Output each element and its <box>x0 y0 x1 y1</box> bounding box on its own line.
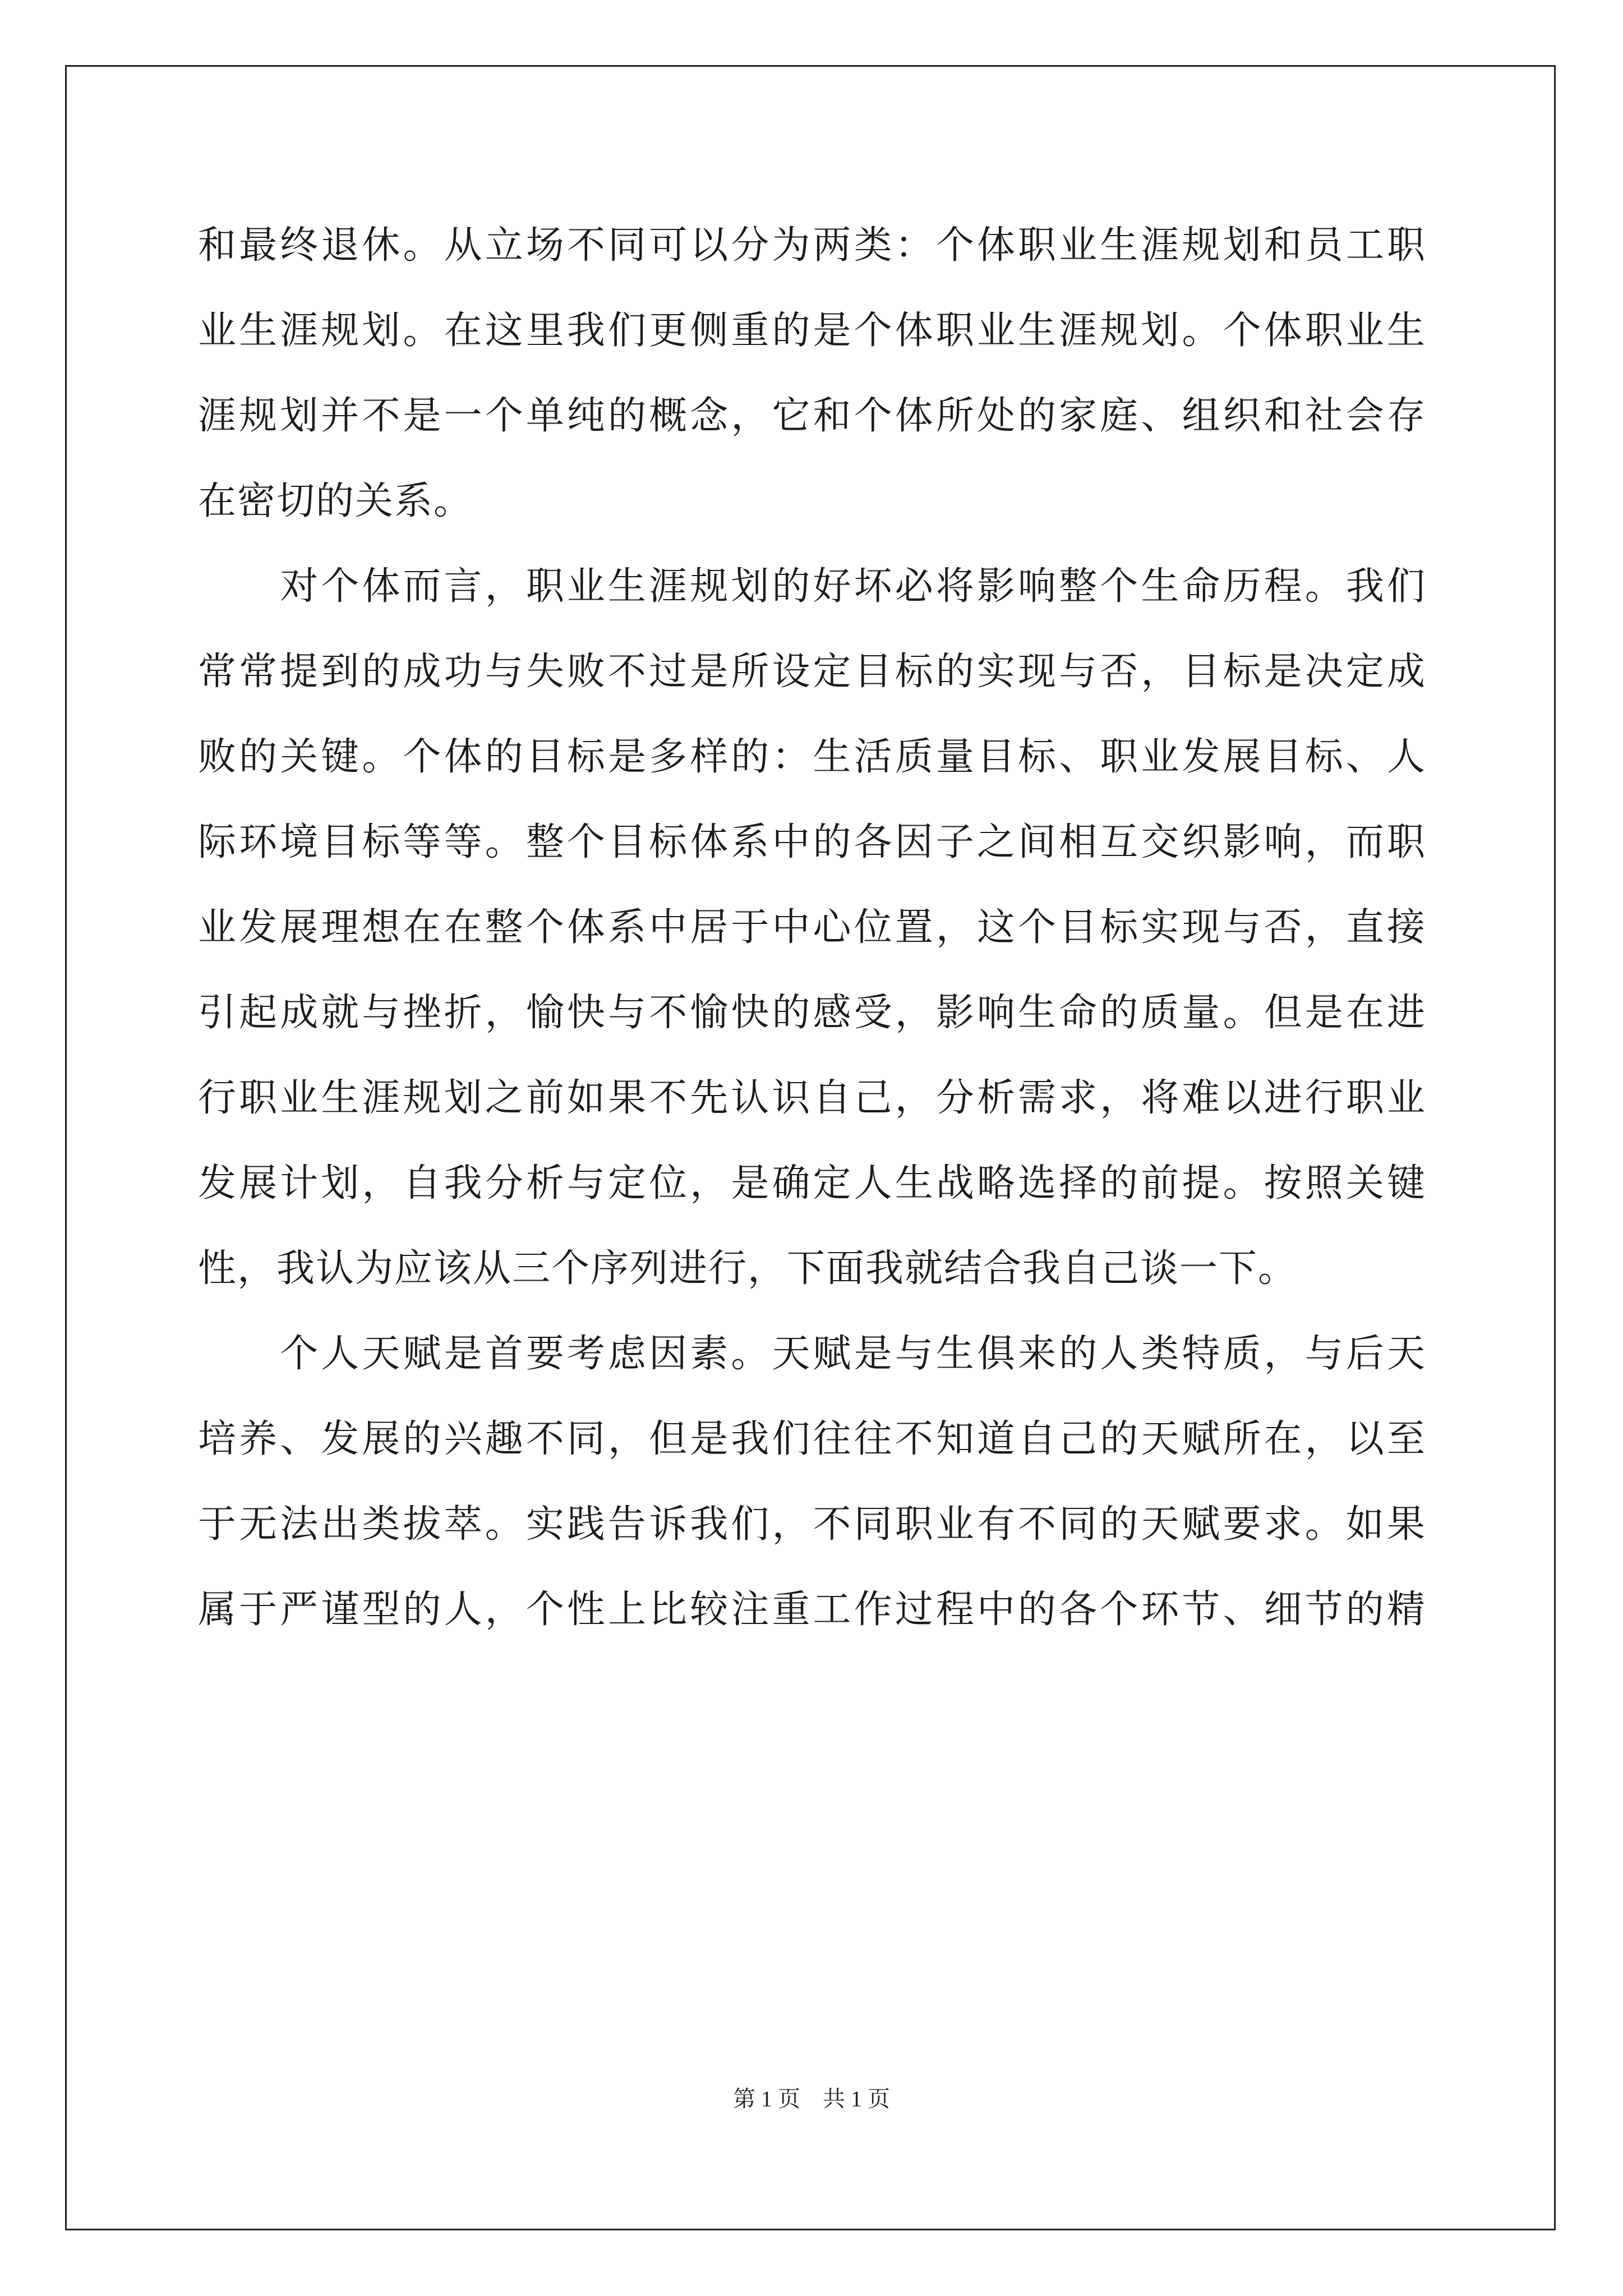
text-line: 个人天赋是首要考虑因素。天赋是与生俱来的人类特质，与后天 <box>198 1332 1426 1376</box>
text-line: 引起成就与挫折，愉快与不愉快的感受，影响生命的质量。但是在进 <box>198 991 1426 1035</box>
text-line: 败的关键。个体的目标是多样的：生活质量目标、职业发展目标、人 <box>198 735 1426 779</box>
page-footer <box>0 2081 1623 2113</box>
text-line: 性，我认为应该从三个序列进行，下面我就结合我自己谈一下。 <box>198 1246 1298 1291</box>
text-line: 发展计划，自我分析与定位，是确定人生战略选择的前提。按照关键 <box>198 1161 1426 1205</box>
text-line: 业生涯规划。在这里我们更侧重的是个体职业生涯规划。个体职业生 <box>198 309 1426 353</box>
text-line: 属于严谨型的人，个性上比较注重工作过程中的各个环节、细节的精 <box>198 1588 1426 1632</box>
text-line: 对个体而言，职业生涯规划的好坏必将影响整个生命历程。我们 <box>198 564 1426 609</box>
page-total: 共 1 页 <box>823 2086 890 2111</box>
document-body <box>198 203 1426 1653</box>
text-line: 在密切的关系。 <box>198 479 473 523</box>
text-line: 和最终退休。从立场不同可以分为两类：个体职业生涯规划和员工职 <box>198 223 1426 268</box>
text-line: 常常提到的成功与失败不过是所设定目标的实现与否，目标是决定成 <box>198 650 1426 694</box>
text-line: 培养、发展的兴趣不同，但是我们往往不知道自己的天赋所在，以至 <box>198 1417 1426 1461</box>
text-line: 于无法出类拔萃。实践告诉我们，不同职业有不同的天赋要求。如果 <box>198 1502 1426 1547</box>
text-line: 际环境目标等等。整个目标体系中的各因子之间相互交织影响，而职 <box>198 820 1426 864</box>
text-line: 涯规划并不是一个单纯的概念，它和个体所处的家庭、组织和社会存 <box>198 394 1426 438</box>
text-line: 行职业生涯规划之前如果不先认识自己，分析需求，将难以进行职业 <box>198 1076 1426 1120</box>
page-number: 第 1 页 <box>733 2086 800 2111</box>
text-line: 业发展理想在在整个体系中居于中心位置，这个目标实现与否，直接 <box>198 905 1426 950</box>
